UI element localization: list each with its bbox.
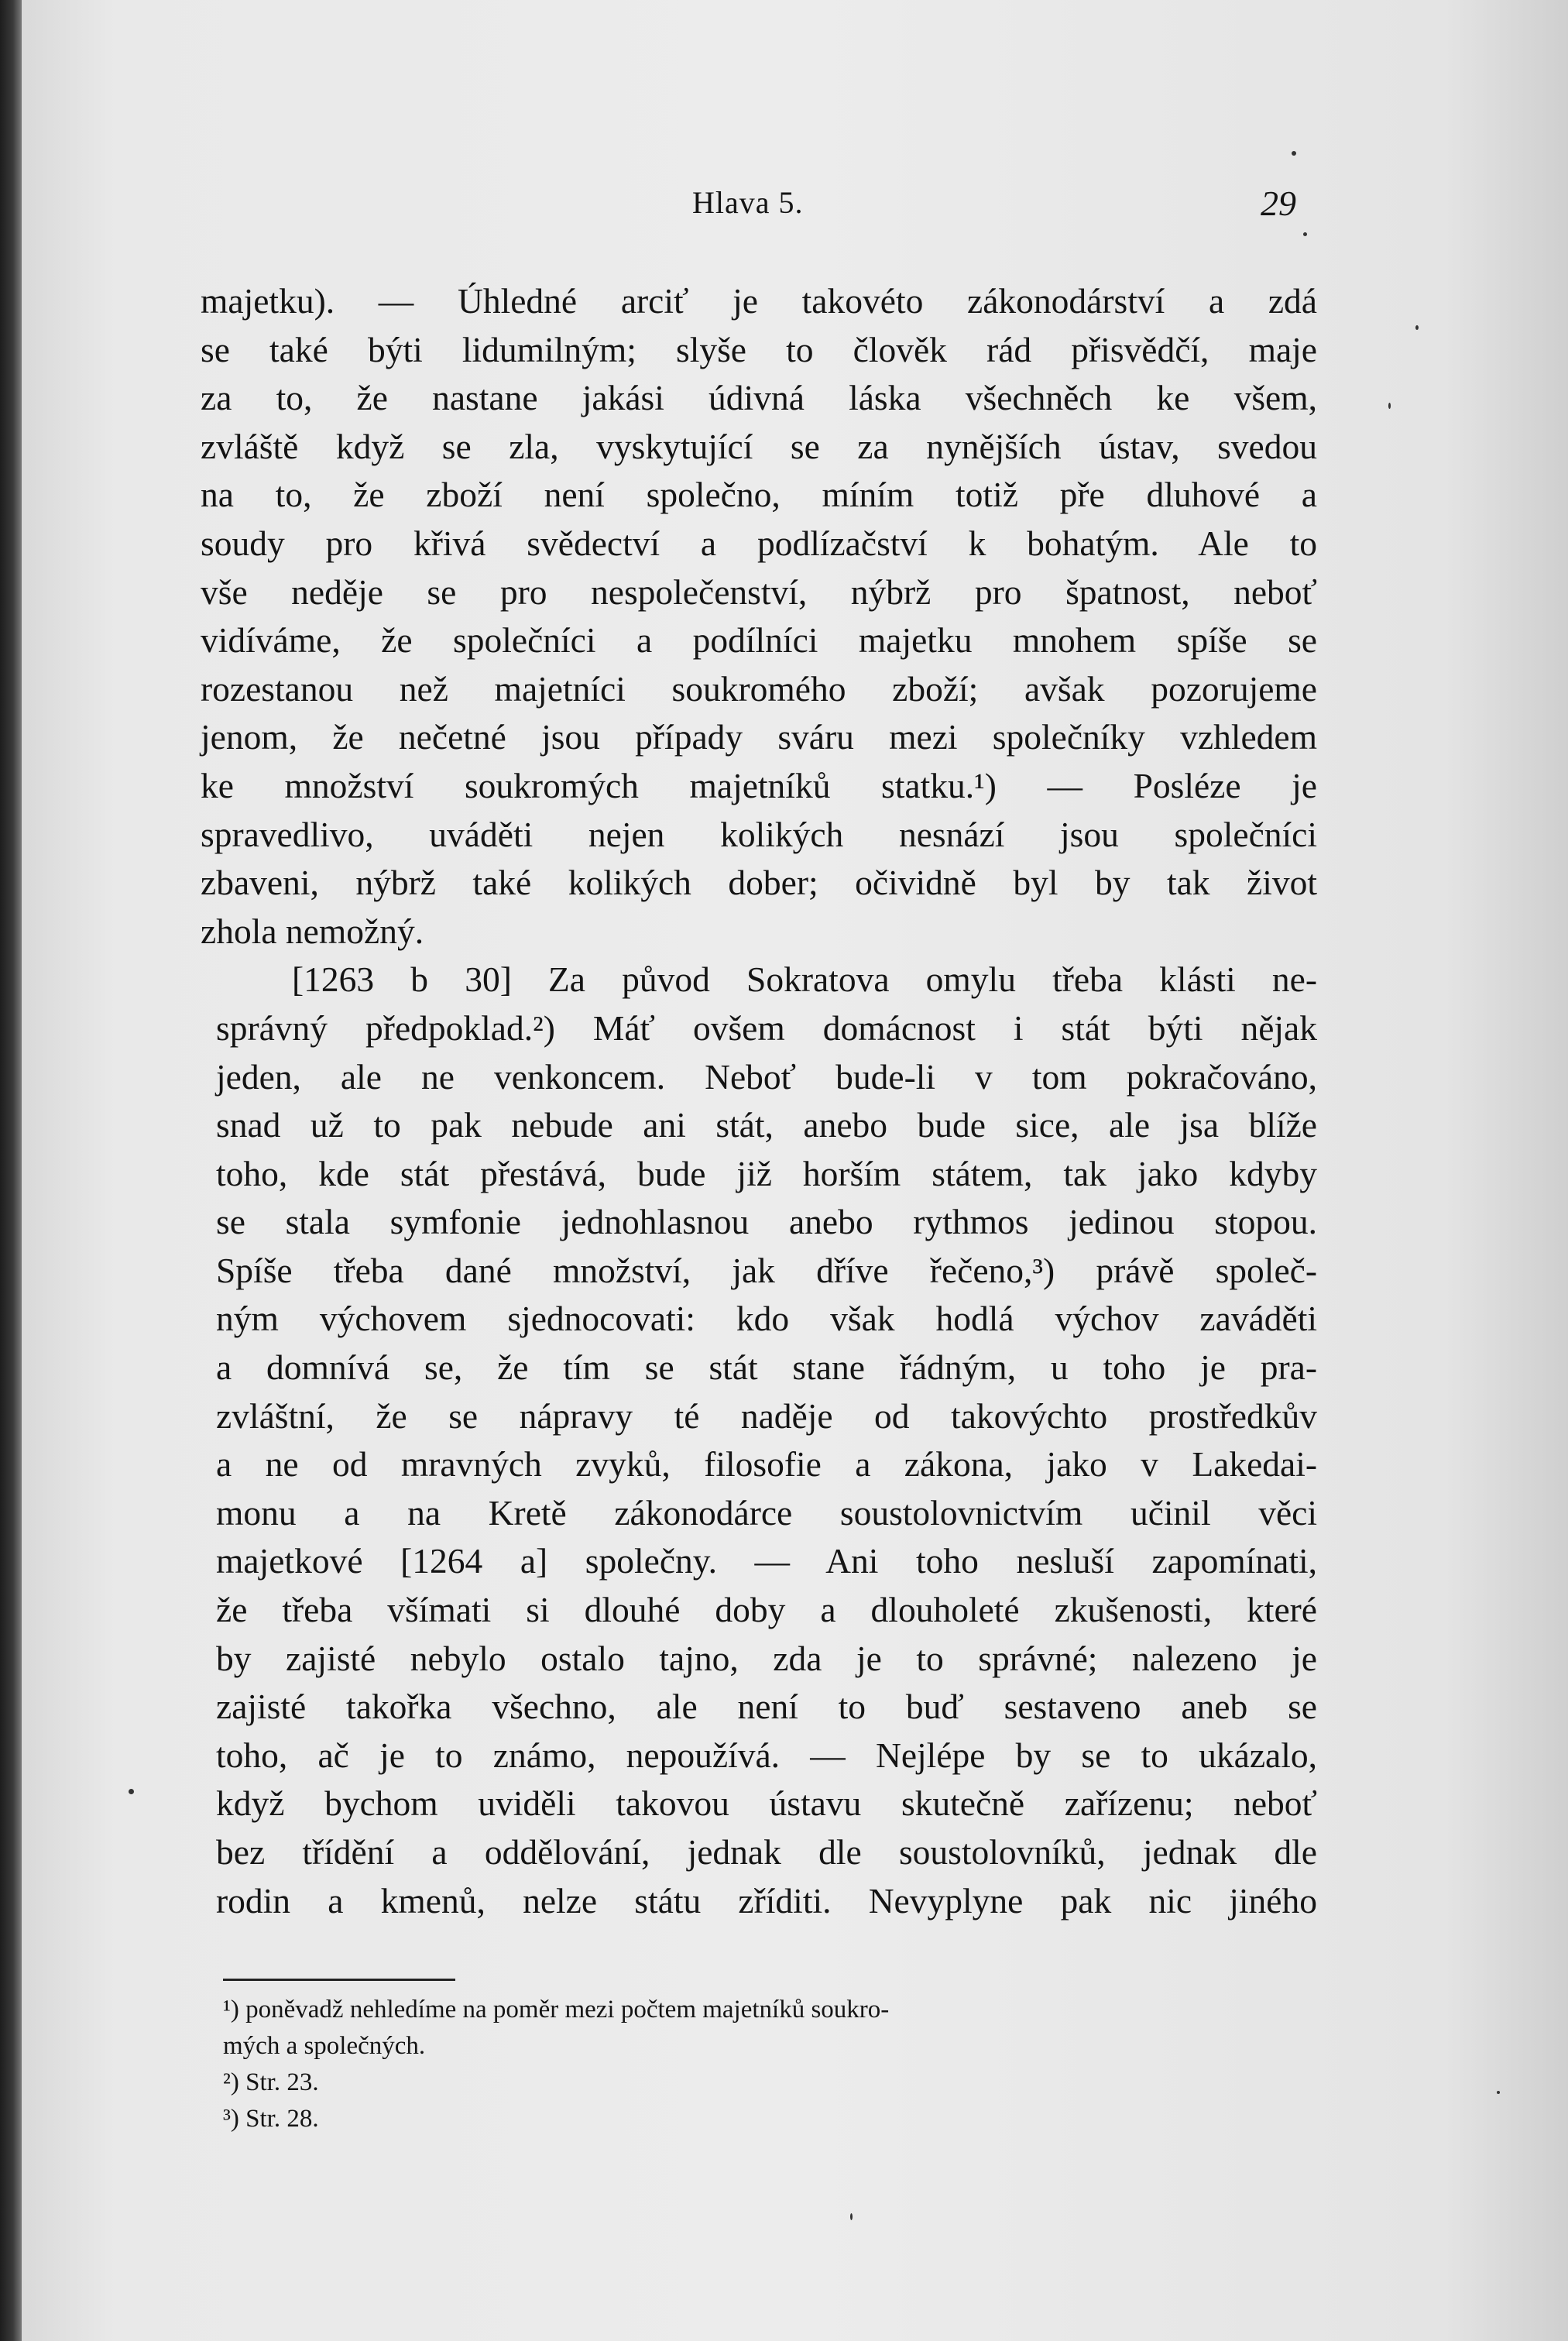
text-line: ke množství soukromých majetníků statku.¹) — Posléze je xyxy=(201,765,1317,805)
text-line: zvláště když se zla, vyskytující se za nynějších ústav, svedou xyxy=(201,426,1317,466)
text-line: se také býti lidumilným; slyše to člověk rád přisvědčí, maje xyxy=(201,329,1317,369)
text-line: že třeba všímati si dlouhé doby a dlouholeté zkušenosti, které xyxy=(216,1590,1317,1630)
running-head: Hlava 5. xyxy=(692,185,804,220)
body-text xyxy=(201,277,1317,1925)
text-line: bez třídění a oddělování, jednak dle soustolovníků, jednak dle xyxy=(216,1832,1317,1872)
text-line: zajisté takořka všechno, ale není to buď sestaveno aneb se xyxy=(216,1687,1317,1727)
text-line: a ne od mravných zvyků, filosofie a zákona, jako v Lakedai- xyxy=(216,1444,1317,1485)
text-line: vidíváme, že společníci a podílníci majetku mnohem spíše se xyxy=(201,620,1317,661)
page-number: 29 xyxy=(1261,184,1296,223)
text-line: toho, kde stát přestává, bude již horším státem, tak jako kdyby xyxy=(216,1153,1317,1193)
book-page xyxy=(22,0,1568,2341)
text-line: Spíše třeba dané množství, jak dříve řečeno,³) právě společ- xyxy=(216,1250,1317,1290)
text-line: majetku). — Úhledné arciť je takovéto zákonodárství a zdá xyxy=(201,281,1317,321)
text-line: jeden, ale ne venkoncem. Neboť bude-li v tom pokračováno, xyxy=(216,1056,1317,1097)
text-line: majetkové [1264 a] společny. — Ani toho nesluší zapomínati, xyxy=(216,1541,1317,1581)
text-line: když bychom uviděli takovou ústavu skutečně zařízenu; neboť xyxy=(216,1783,1317,1824)
text-line: a domnívá se, že tím se stát stane řádným, u toho je pra- xyxy=(216,1347,1317,1388)
book-spine-edge xyxy=(0,0,22,2341)
footnotes xyxy=(223,1992,1323,2137)
footnote-2: ²) Str. 23. xyxy=(223,2068,319,2096)
footnote-separator xyxy=(223,1979,455,1981)
footnote-1-continuation: mých a společných. xyxy=(223,2032,426,2060)
text-line: jenom, že nečetné jsou případy sváru mezi společníky vzhledem xyxy=(201,717,1317,757)
text-line: rodin a kmenů, nelze státu zříditi. Nevyplyne pak nic jiného xyxy=(216,1880,1317,1921)
text-line: zhola nemožný. xyxy=(201,911,424,951)
text-line: zvláštní, že se nápravy té naděje od takovýchto prostředkův xyxy=(216,1395,1317,1436)
text-line: na to, že zboží není společno, míním totiž pře dluhové a xyxy=(201,475,1317,515)
text-line: správný předpoklad.²) Máť ovšem domácnost i stát býti nějak xyxy=(216,1007,1317,1048)
text-line: se stala symfonie jednohlasnou anebo rythmos jedinou stopou. xyxy=(216,1202,1317,1242)
text-line: monu a na Kretě zákonodárce soustolovnictvím učinil věci xyxy=(216,1492,1317,1533)
footnote-1: ¹) poněvadž nehledíme na poměr mezi počtem majetníků soukro- xyxy=(223,1996,890,2023)
text-line: za to, že nastane jakási údivná láska všechněch ke všem, xyxy=(201,378,1317,418)
page-header xyxy=(22,184,1568,239)
paragraph-start-line: [1263 b 30] Za původ Sokratova omylu třeba klásti ne- xyxy=(292,959,1317,1000)
text-line: zbaveni, nýbrž také kolikých dober; očividně byl by tak život xyxy=(201,863,1317,903)
text-line: ným výchovem sjednocovati: kdo však hodlá výchov zaváděti xyxy=(216,1299,1317,1339)
text-line: toho, ač je to známo, nepoužívá. — Nejlépe by se to ukázalo, xyxy=(216,1735,1317,1775)
text-line: soudy pro křivá svědectví a podlízačství k bohatým. Ale to xyxy=(201,523,1317,563)
text-line: by zajisté nebylo ostalo tajno, zda je to správné; nalezeno je xyxy=(216,1638,1317,1678)
text-line: vše neděje se pro nespolečenství, nýbrž pro špatnost, neboť xyxy=(201,572,1317,612)
text-line: spravedlivo, uváděti nejen kolikých nesnází jsou společníci xyxy=(201,814,1317,854)
text-line: snad už to pak nebude ani stát, anebo bude sice, ale jsa blíže xyxy=(216,1105,1317,1145)
text-line: rozestanou než majetníci soukromého zboží; avšak pozorujeme xyxy=(201,668,1317,709)
footnote-3: ³) Str. 28. xyxy=(223,2105,319,2133)
